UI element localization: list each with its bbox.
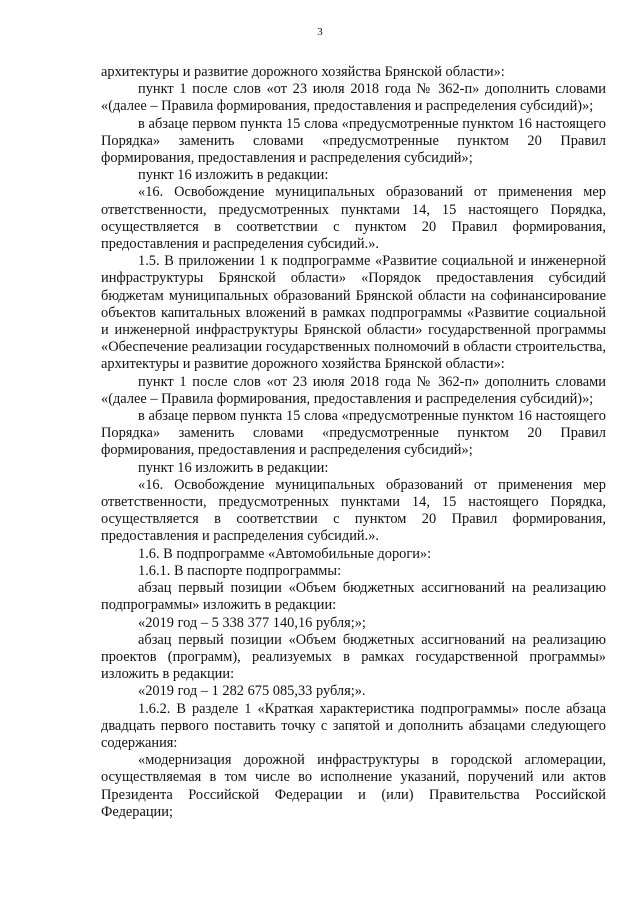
paragraph: пункт 16 изложить в редакции: (138, 459, 329, 476)
paragraph: 1.5. В приложении 1 к подпрограмме «Развитие социальной и инженерной инфраструктуры Брянской области» «Порядок предоставления субсидий бюджетам муниципальных образований Брянской области на софинансирование объектов капитальных вложений в рамках подпрограммы «Развитие социальной и инженерной инфраструктуры Брянской области» государственной программы «Обеспечение реализации государственных полномочий в области строительства, архитектуры и развитие дорожного хозяйства Брянской области»: (101, 253, 606, 373)
paragraph: «16. Освобождение муниципальных образований от применения мер ответственности, предусмотренных пунктами 14, 15 настоящего Порядка, осуществляется в соответствии с пунктом 20 Правил формирования, предоставления и распределения субсидий.». (101, 184, 606, 253)
paragraph: архитектуры и развитие дорожного хозяйства Брянской области»: (101, 64, 505, 80)
paragraph: 1.6. В подпрограмме «Автомобильные дороги»: (138, 545, 432, 562)
paragraph: 1.6.2. В разделе 1 «Краткая характеристика подпрограммы» после абзаца двадцать первого поставить точку с запятой и дополнить абзацами следующего содержания: (101, 700, 606, 751)
paragraph: абзац первый позиции «Объем бюджетных ассигнований на реализацию подпрограммы» изложить в редакции: (101, 580, 606, 614)
document-body (101, 64, 606, 821)
paragraph: «модернизация дорожной инфраструктуры в городской агломерации, осуществляемая в том числе во исполнение указаний, поручений или актов Президента Российской Федерации и (или) Правительства Российской Федерации; (101, 752, 606, 820)
paragraph: пункт 1 после слов «от 23 июля 2018 года № 362-п» дополнить словами «(далее – Правила формирования, предоставления и распределения субсидий)»; (101, 81, 606, 115)
paragraph: пункт 1 после слов «от 23 июля 2018 года № 362-п» дополнить словами «(далее – Правила формирования, предоставления и распределения субсидий)»; (101, 373, 606, 407)
paragraph: пункт 16 изложить в редакции: (138, 167, 329, 184)
paragraph: в абзаце первом пункта 15 слова «предусмотренные пунктом 16 настоящего Порядка» заменить словами «предусмотренные пунктом 20 Правил формирования, предоставления и распределения субсидий»; (101, 115, 606, 167)
page-number: 3 (317, 26, 323, 38)
paragraph: «2019 год – 1 282 675 085,33 рубля;». (138, 683, 366, 700)
paragraph: 1.6.1. В паспорте подпрограммы: (138, 562, 342, 579)
paragraph: в абзаце первом пункта 15 слова «предусмотренные пунктом 16 настоящего Порядка» заменить словами «предусмотренные пунктом 20 Правил формирования, предоставления и распределения субсидий»; (101, 408, 606, 459)
paragraph: «2019 год – 5 338 377 140,16 рубля;»; (138, 614, 366, 631)
paragraph: абзац первый позиции «Объем бюджетных ассигнований на реализацию проектов (программ), реализуемых в рамках государственной программы» изложить в редакции: (101, 631, 606, 683)
paragraph: «16. Освобождение муниципальных образований от применения мер ответственности, предусмотренных пунктами 14, 15 настоящего Порядка, осуществляется в соответствии с пунктом 20 Правил формирования, предоставления и распределения субсидий.». (101, 476, 606, 545)
